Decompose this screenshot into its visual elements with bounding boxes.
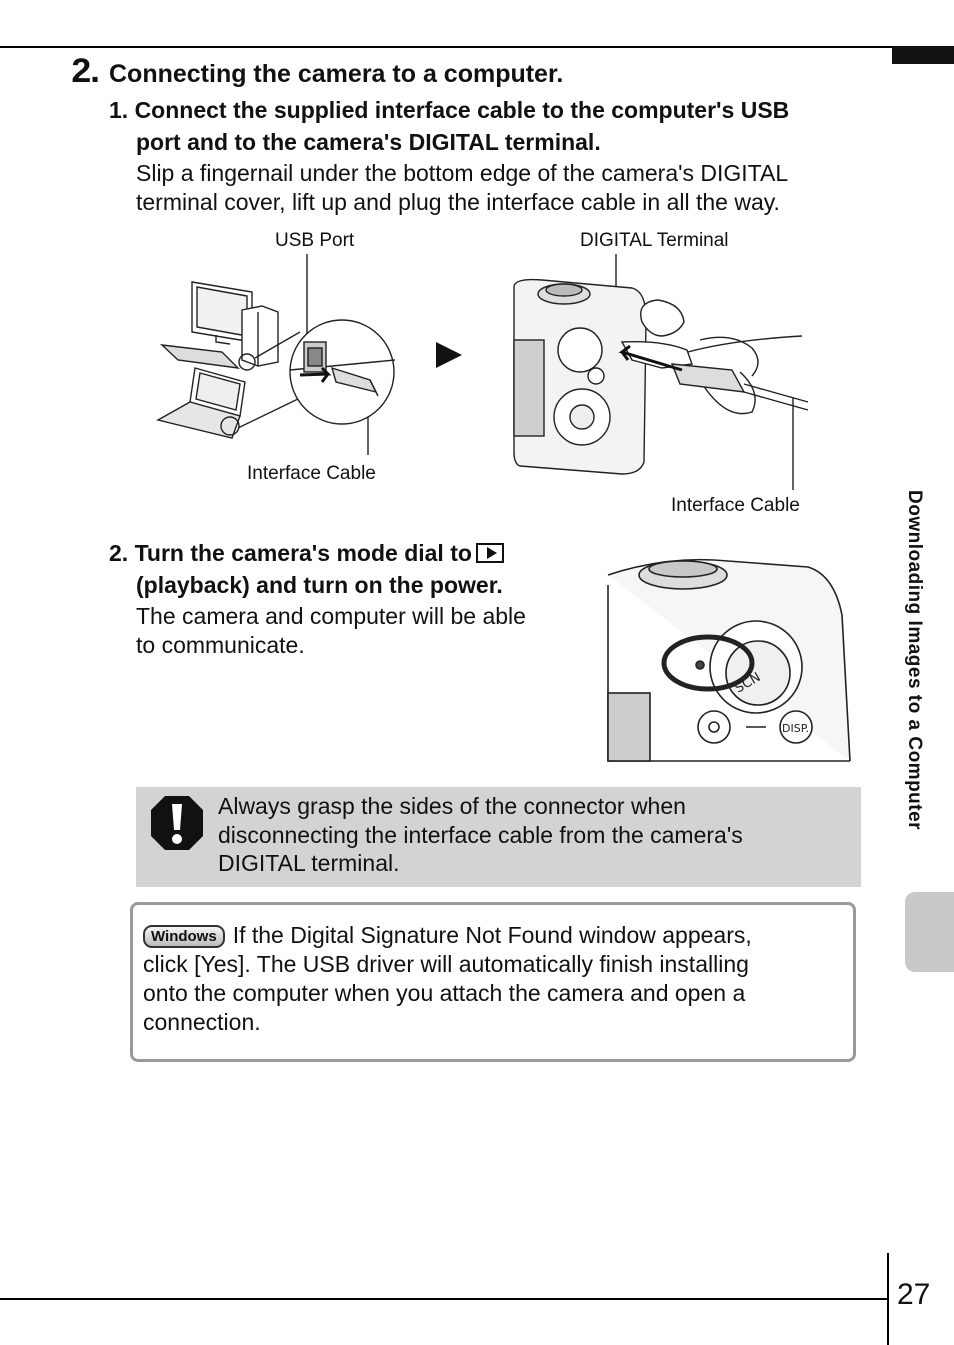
caution-line3: DIGITAL terminal. — [218, 850, 400, 876]
chapter-side-title: Downloading Images to a Computer — [904, 490, 925, 831]
note-line3: onto the computer when you attach the camera and open a — [143, 980, 746, 1006]
top-chapter-marker — [892, 46, 954, 64]
caution-exclamation-icon — [151, 796, 203, 850]
section-title: Connecting the camera to a computer. — [109, 60, 564, 88]
step2-heading-line2: (playback) and turn on the power. — [136, 572, 503, 598]
chapter-side-tab — [905, 892, 954, 972]
step2-heading-line1 — [109, 537, 504, 569]
mode-dial-illustration — [608, 555, 854, 761]
bottom-rule — [0, 1298, 888, 1300]
playback-icon — [476, 543, 504, 563]
camera-cable-illustration — [512, 252, 812, 492]
step2-heading-text: 2. Turn the camera's mode dial to — [109, 540, 472, 566]
note-line2: click [Yes]. The USB driver will automatically finish installing — [143, 951, 749, 977]
next-step-arrow-icon — [436, 342, 464, 368]
step1-heading-line2: port and to the camera's DIGITAL terminal. — [136, 129, 601, 155]
caution-line1: Always grasp the sides of the connector when — [218, 793, 686, 819]
step2-body-line2: to communicate. — [136, 632, 305, 658]
caution-text — [218, 792, 848, 878]
caution-line2: disconnecting the interface cable from the camera's — [218, 821, 743, 848]
interface-cable-label-left: Interface Cable — [247, 463, 376, 484]
step1-body-line1: Slip a fingernail under the bottom edge of the camera's DIGITAL — [136, 160, 789, 186]
windows-badge: Windows — [143, 925, 225, 948]
step1-body-line2: terminal cover, lift up and plug the interface cable in all the way. — [136, 189, 780, 215]
windows-note-text — [143, 921, 843, 1037]
digital-terminal-label: DIGITAL Terminal — [580, 230, 729, 251]
top-rule — [0, 46, 892, 48]
interface-cable-label-right: Interface Cable — [671, 495, 800, 516]
step2-body-line1: The camera and computer will be able — [136, 603, 526, 629]
usb-port-label: USB Port — [275, 230, 355, 251]
note-line1: If the Digital Signature Not Found window appears, — [232, 922, 752, 948]
svg-text:SCN: SCN — [732, 669, 764, 697]
step1-heading-line1: 1. Connect the supplied interface cable to the computer's USB — [109, 97, 790, 123]
page-number-divider — [887, 1253, 889, 1345]
page-number: 27 — [897, 1278, 931, 1311]
section-number: 2. — [71, 52, 100, 90]
computer-usb-illustration — [150, 250, 410, 450]
svg-text:DISP.: DISP. — [782, 722, 810, 735]
note-line4: connection. — [143, 1009, 261, 1035]
